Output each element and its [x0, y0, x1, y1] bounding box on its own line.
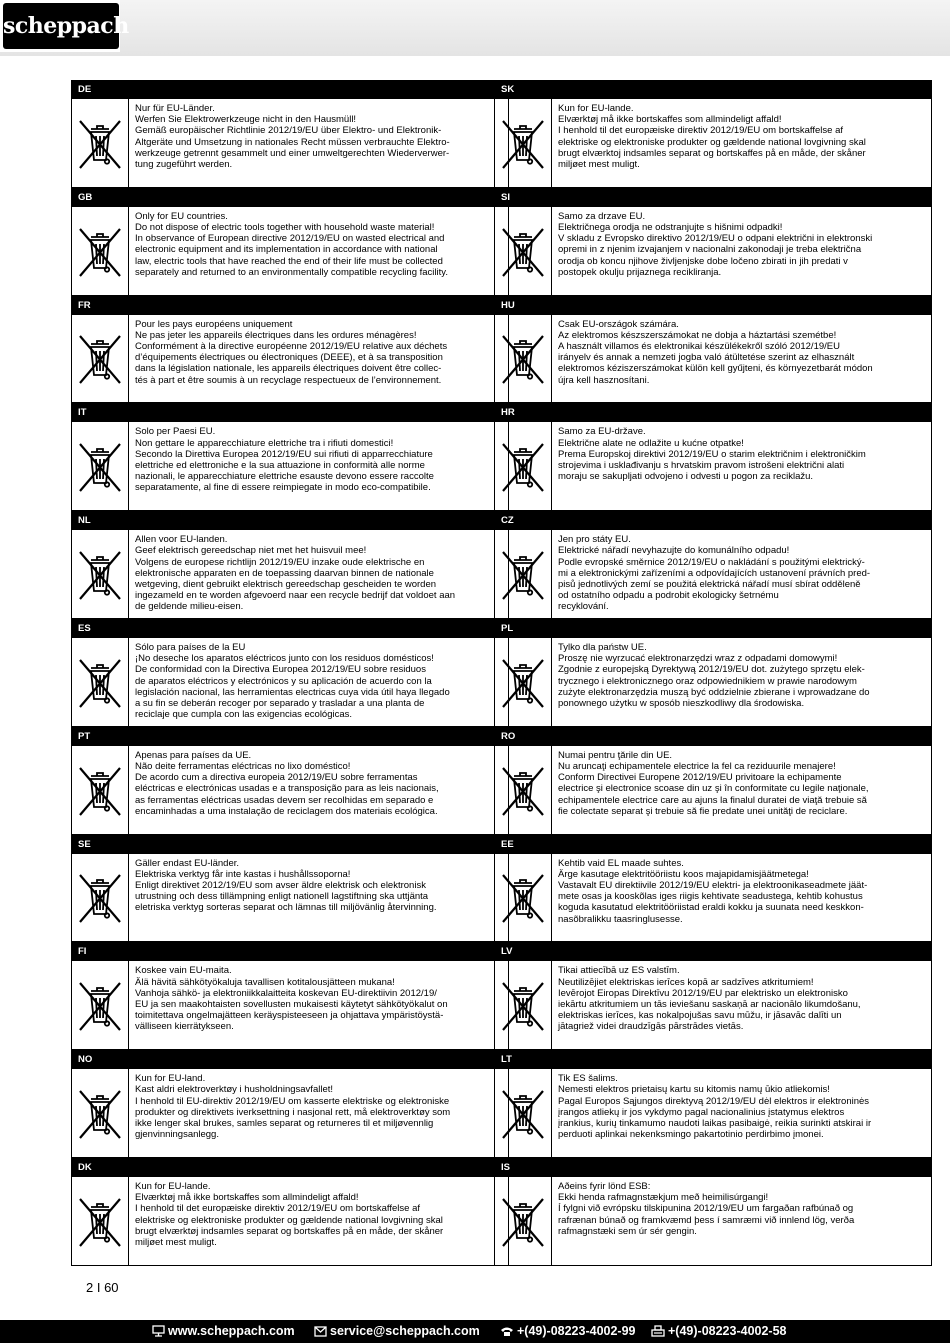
language-code: NL	[71, 511, 508, 530]
disposal-notice-text: Nur für EU-Länder. Werfen Sie Elektrowerkzeuge nicht in den Hausmüll! Gemäß europäischer Richtlinie 2012/19/EU über Elektro- und Elektronik- Altgeräte und Umsetzung in nationales Recht müssen verbrauchte Elektro- werkzeuge getrennt gesammelt und einer umweltgerechten Wiederverwer- tung zugeführt werden.	[135, 103, 450, 171]
icon-cell	[494, 638, 552, 726]
language-section-gb	[71, 188, 509, 296]
language-code: DE	[71, 80, 508, 99]
disposal-notice-text: Tikai attiecībā uz ES valstīm. Neutilizējiet elektriskas ierīces kopā ar sadzīves atkritumiem! Ievērojot Eiropas Direktīvu 2012/19/EU par elektrisko un elektronisko iekārtu atkritumiem un tās ieviešanu saskaņā ar nacionālo likumdošanu, elektriskas ierīces, kas nokalpojušas savu mūžu, ir jāsavāc dalīti un jātagriež videi draudzīgās pārstrādes vietās.	[558, 965, 861, 1033]
disposal-notice-text: Numai pentru ţările din UE. Nu aruncaţi echipamentele electrice la fel ca reziduurile menajere! Conform Directivei Europene 2012/19/EU privitoare la echipamente electrice şi electronice scoase din uz şi în conformitate cu legile naţionale, echipamentele electrice care au ajuns la finalul duratei de viaţă trebuie să fie colectate separat şi trebuie să fie predate unei unităţi de reciclare.	[558, 749, 869, 817]
icon-cell	[494, 854, 552, 942]
section-body	[494, 422, 931, 511]
envelope-icon	[314, 1326, 327, 1337]
language-code: IS	[494, 1158, 931, 1177]
disposal-notice-text: Samo za EU-države. Električne alate ne odlažite u kućne otpatke! Prema Europskoj direktivi 2012/19/EU o starim električnim i elektroničkim strojevima i usklađivanju s hrvatskim pravom istrošeni električni alati moraju se sakupljati odvojeno i odvesti u pogon za reciklažu.	[558, 426, 866, 483]
icon-cell	[71, 961, 129, 1049]
footer-phone-text: +(49)-08223-4002-99	[517, 1324, 636, 1338]
icon-cell	[71, 746, 129, 834]
language-section-is	[494, 1158, 932, 1266]
language-section-es	[71, 619, 509, 727]
language-code: FI	[71, 942, 508, 961]
section-body	[494, 638, 931, 727]
language-section-fi	[71, 942, 509, 1050]
scheppach-logo: scheppach	[3, 3, 119, 49]
section-body	[71, 1069, 508, 1158]
crossed-out-bin-icon	[77, 870, 123, 924]
crossed-out-bin-icon	[77, 547, 123, 601]
disposal-notice-text: Tylko dla państw UE. Proszę nie wyrzucać elektronarzędzi wraz z odpadami domowymi! Zgodnie z europejską Dyrektywą 2012/19/EU dot. zużytego sprzętu elek- trycznego i elektronicznego oraz odpowiednikiem w prawie narodowym zużyte elektronarzędzia muszą być oddzielnie zbierane i wprowadzane do ponownego użytku w sposób nieszkodliwy dla środowiska.	[558, 641, 870, 709]
language-code: PL	[494, 619, 931, 638]
language-code: EE	[494, 835, 931, 854]
language-code: HU	[494, 296, 931, 315]
footer-fax-text: +(49)-08223-4002-58	[668, 1324, 787, 1338]
disposal-notice-text: Solo per Paesi EU. Non gettare le apparecchiature elettriche tra i rifiuti domestici! Secondo la Direttiva Europea 2012/19/EU sui rifiuti di apparrecchiature elettriche ed elettroniche e la sua attuazione in conformità alle norme nazionali, le apparecchiature elettriche esauste devono essere raccolte separatamente, al fine di essere reimpiegate in modo eco-compatibile.	[135, 426, 434, 494]
crossed-out-bin-icon	[77, 1086, 123, 1140]
crossed-out-bin-icon	[500, 439, 546, 493]
language-section-pt	[71, 727, 509, 835]
left-column	[71, 80, 509, 1266]
page-number: 2 I 60	[86, 1280, 119, 1295]
language-section-lv	[494, 942, 932, 1050]
footer-website-text: www.scheppach.com	[168, 1324, 295, 1338]
crossed-out-bin-icon	[500, 655, 546, 709]
icon-cell	[494, 315, 552, 403]
fax-icon	[651, 1325, 665, 1337]
disposal-notice-text: Tik ES šalims. Nemesti elektros prietaisų kartu su kitomis namų ūkio atliekomis! Pagal Europos Sąjungos direktyvą 2012/19/EU dėl elektros ir elektroninės įrangos atliekų ir jos vykdymo pagal nacionalinius įstatymus elektros įrankius, kurių tinkamumo naudoti laikas pasibaigė, reikia surinkti atskirai ir perduoti aplinkai nekenksmingo pakartotinio perdirbimo įmonei.	[558, 1073, 872, 1141]
language-code: LV	[494, 942, 931, 961]
icon-cell	[71, 1069, 129, 1157]
disposal-notice-text: Allen voor EU-landen. Geef elektrisch gereedschap niet met het huisvuil mee! Volgens de europese richtlijn 2012/19/EU inzake oude elektrische en elektronische apparaten en de toepassing daarvan binnen de nationale wetgeving, dient gebruikt elektrisch gereedschap gescheiden te worden ingezameld en te worden afgevoerd naar een recycle bedrijf dat voldoet aan de geldende milieu-eisen.	[135, 534, 456, 613]
disposal-notice-text: Only for EU countries. Do not dispose of electric tools together with household waste material! In observance of European directive 2012/19/EU on wasted electrical and electronic equipment and its implementation in accordance with national law, electric tools that have reached the end of their life must be collected separately and returned to an environmentally compatible recycling facility.	[135, 210, 448, 278]
section-body	[71, 638, 508, 727]
disposal-notice-text: Pour les pays européens uniquement Ne pas jeter les appareils électriques dans les ordures ménagères! Conformément à la directive européenne 2012/19/EU relative aux déchets d’équipements électriques ou électroniques (DEEE), et à sa transposition dans la législation nationale, les appareils électriques doivent être collec- tés à part et être soumis à un recyclage respectueux de l’environnement.	[135, 318, 448, 386]
language-code: GB	[71, 188, 508, 207]
icon-cell	[494, 1069, 552, 1157]
crossed-out-bin-icon	[500, 763, 546, 817]
crossed-out-bin-icon	[77, 439, 123, 493]
crossed-out-bin-icon	[500, 1086, 546, 1140]
section-body	[494, 1069, 931, 1158]
icon-cell	[71, 1177, 129, 1265]
crossed-out-bin-icon	[500, 547, 546, 601]
icon-cell	[71, 207, 129, 295]
language-section-dk	[71, 1158, 509, 1266]
language-section-ee	[494, 835, 932, 943]
language-section-ro	[494, 727, 932, 835]
crossed-out-bin-icon	[77, 331, 123, 385]
section-body	[71, 1177, 508, 1266]
language-section-hr	[494, 403, 932, 511]
language-section-se	[71, 835, 509, 943]
crossed-out-bin-icon	[500, 116, 546, 170]
crossed-out-bin-icon	[500, 978, 546, 1032]
language-code: NO	[71, 1050, 508, 1069]
crossed-out-bin-icon	[500, 870, 546, 924]
footer-fax[interactable]	[651, 1320, 787, 1343]
language-code: ES	[71, 619, 508, 638]
icon-cell	[71, 530, 129, 618]
language-code: CZ	[494, 511, 931, 530]
language-section-si	[494, 188, 932, 296]
footer-email[interactable]	[314, 1320, 480, 1343]
section-body	[71, 422, 508, 511]
crossed-out-bin-icon	[77, 1194, 123, 1248]
disposal-notice-text: Sólo para países de la EU ¡No deseche los aparatos eléctricos junto con los residuos domésticos! De conformidad con la Directiva Europea 2012/19/EU sobre residuos de aparatos eléctricos y electrónicos y su aplicación de acuerdo con la legislación nacional, las herramientas electricas cuya vida útil haya llegado a su fin se deberán recoger por separado y trasladar a una planta de reciclaje que cumpla con las exigencias ecológicas.	[135, 641, 450, 721]
crossed-out-bin-icon	[500, 224, 546, 278]
icon-cell	[71, 315, 129, 403]
icon-cell	[494, 961, 552, 1049]
language-code: HR	[494, 403, 931, 422]
language-code: SI	[494, 188, 931, 207]
disposal-notice-text: Kehtib vaid EL maade suhtes. Ärge kasutage elektritööriistu koos majapidamisjäätmetega! Vastavalt EU direktiivile 2012/19/EU elektri- ja elektroonikaseadmete jäät- mete osas ja kooskõlas iges riigis kehtivate seadustega, kehtib kohustus koguda kasutatud elektritööriistad eraldi kokku ja suunata need keskkon- nasõbralikku taasringlusesse.	[558, 857, 868, 925]
right-column	[494, 80, 932, 1266]
section-body	[71, 99, 508, 188]
icon-cell	[494, 1177, 552, 1265]
section-body	[494, 207, 931, 296]
language-code: PT	[71, 727, 508, 746]
disposal-notice-text: Aðeins fyrir lönd ESB: Ekki henda rafmagnstækjum með heimilisúrgangi! Í fylgni við evrópsku tilskipunina 2012/19/EU um fargaðan rafbúnað og rafrænan búnað og framkvæmd þess í samræmi við innlend lög, verða rafmagnstæki sem úr sér gengin.	[558, 1180, 855, 1237]
language-section-hu	[494, 296, 932, 404]
disposal-notice-text: Jen pro státy EU. Elektrické nářadí nevyhazujte do komunálního odpadu! Podle evropské směrnice 2012/19/EU o nakládání s použitými elektrický- mi a elektronickými zařízeními a odpovídajících ustanovení právních pred- pisů jednotlivých zemí se použitá elektrická nářadí musí sbírat odděleně od ostatního odpadu a podrobit ekologicky šetrnému recyklování.	[558, 534, 871, 613]
icon-cell	[494, 99, 552, 187]
footer-email-text: service@scheppach.com	[330, 1324, 480, 1338]
language-section-cz	[494, 511, 932, 619]
section-body	[494, 530, 931, 619]
language-section-fr	[71, 296, 509, 404]
section-body	[494, 854, 931, 943]
language-code: DK	[71, 1158, 508, 1177]
language-section-nl	[71, 511, 509, 619]
crossed-out-bin-icon	[77, 763, 123, 817]
crossed-out-bin-icon	[500, 1194, 546, 1248]
language-code: LT	[494, 1050, 931, 1069]
footer-phone[interactable]	[500, 1320, 636, 1343]
language-code: SE	[71, 835, 508, 854]
section-body	[71, 207, 508, 296]
section-body	[494, 746, 931, 835]
icon-cell	[71, 99, 129, 187]
disposal-notice-text: Samo za drzave EU. Električnega orodja ne odstranjujte s hišnimi odpadki! V skladu z Evropsko direktivo 2012/19/EU o odpani električni in elektronski opremi in z njenim izvajanjem v nacionalni zakonodaji je treba električna orodja ob koncu njihove življenjske dobe ločeno zbirati in jih predati v postopek okulju prijaznega recikliranja.	[558, 210, 873, 278]
language-section-lt	[494, 1050, 932, 1158]
language-section-sk	[494, 80, 932, 188]
section-body	[71, 961, 508, 1050]
section-body	[71, 530, 508, 619]
section-body	[494, 99, 931, 188]
disposal-notice-text: Kun for EU-land. Kast aldri elektroverktøy i husholdningsavfallet! I henhold til EU-direktiv 2012/19/EU om kasserte elektriske og elektroniske produkter og direktivets iverksettning i nasjonal rett, må elektroverktøy som ikke lenger skal brukes, samles separat og returneres til et miljøvennlig gjenvinningsanlegg.	[135, 1073, 451, 1141]
disposal-notice-text: Koskee vain EU-maita. Älä hävitä sähkötyökaluja tavallisen kotitalousjätteen mukana! Vanhoja sähkö- ja elektroniikkalaitteita koskevan EU-direktiivin 2012/19/ EU ja sen maakohtaisten sovellusten mukaisesti käytetyt sähkötyökalut on toimitettava ongelmajätteen keräyspisteeseen ja ohjattava ympäristöystä- välliseen kierrätykseen.	[135, 965, 448, 1033]
icon-cell	[71, 422, 129, 510]
section-body	[71, 315, 508, 404]
icon-cell	[71, 638, 129, 726]
icon-cell	[494, 422, 552, 510]
logo-box	[0, 0, 129, 52]
icon-cell	[494, 530, 552, 618]
footer-website[interactable]	[152, 1320, 295, 1343]
icon-cell	[71, 854, 129, 942]
crossed-out-bin-icon	[500, 331, 546, 385]
language-code: RO	[494, 727, 931, 746]
language-code: SK	[494, 80, 931, 99]
language-code: IT	[71, 403, 508, 422]
footer-bar	[0, 1320, 950, 1343]
section-body	[494, 1177, 931, 1266]
section-body	[71, 746, 508, 835]
icon-cell	[494, 746, 552, 834]
language-section-pl	[494, 619, 932, 727]
computer-icon	[152, 1325, 165, 1337]
crossed-out-bin-icon	[77, 655, 123, 709]
disposal-notice-text: Gäller endast EU-länder. Elektriska verktyg får inte kastas i hushållssoporna! Enligt direktivet 2012/19/EU som avser äldre elektrisk och elektronisk utrustning och dess tillämpning enligt nationell lagstiftning ska uttjänta eletriska verktyg sorteras separat och lämnas till miljövänlig återvinning.	[135, 857, 437, 914]
disposal-notice-text: Kun for EU-lande. Elværktøj må ikke bortskaffes som allmindeligt affald! I henhold til det europæiske direktiv 2012/19/EU om bortskaffelse af elektriske og elektroniske produkter og gældende national lovgivning skal brugt elværktoj indsamles separat og bortskaffes på en måde, der skåner miljøet mest muligt.	[558, 103, 866, 171]
crossed-out-bin-icon	[77, 978, 123, 1032]
icon-cell	[494, 207, 552, 295]
crossed-out-bin-icon	[77, 116, 123, 170]
section-body	[71, 854, 508, 943]
disposal-notice-text: Csak EU-országok számára. Az elektromos készszerszámokat ne dobja a háztartási szemétbe! A használt villamos és elektronikai készülékekről szóló 2012/19/EU irányelv és annak a nemzeti jogba való átültetése szerint az elhasznált elektromos kéziszerszámokat külön kell gyűjteni, és környezetbarát módon újra kell hasznosítani.	[558, 318, 873, 386]
language-section-de	[71, 80, 509, 188]
crossed-out-bin-icon	[77, 224, 123, 278]
section-body	[494, 961, 931, 1050]
disposal-notice-text: Kun for EU-lande. Elværktøj må ikke bortskaffes som allmindeligt affald! I henhold til det europæiske direktiv 2012/19/EU om bortskaffelse af elektriske og elektroniske produkter og gældende national lovgivning skal brugt elværktøj indsamles separat og bortskaffes på en måde, der skåner miljøet mest muligt.	[135, 1180, 444, 1248]
disposal-notice-text: Apenas para países da UE. Não deite ferramentas eléctricas no lixo doméstico! De acordo cum a directiva europeia 2012/19/EU sobre ferramentas eléctricas e electrónicas usadas e a transposição para as leis nacionais, as ferramentas eléctricas usadas devem ser recolhidas em separado e encaminhadas a uma instalação de reciclagem dos materiais ecológica.	[135, 749, 439, 817]
phone-icon	[500, 1326, 514, 1337]
language-code: FR	[71, 296, 508, 315]
language-section-no	[71, 1050, 509, 1158]
language-section-it	[71, 403, 509, 511]
section-body	[494, 315, 931, 404]
header-bar	[0, 0, 950, 56]
